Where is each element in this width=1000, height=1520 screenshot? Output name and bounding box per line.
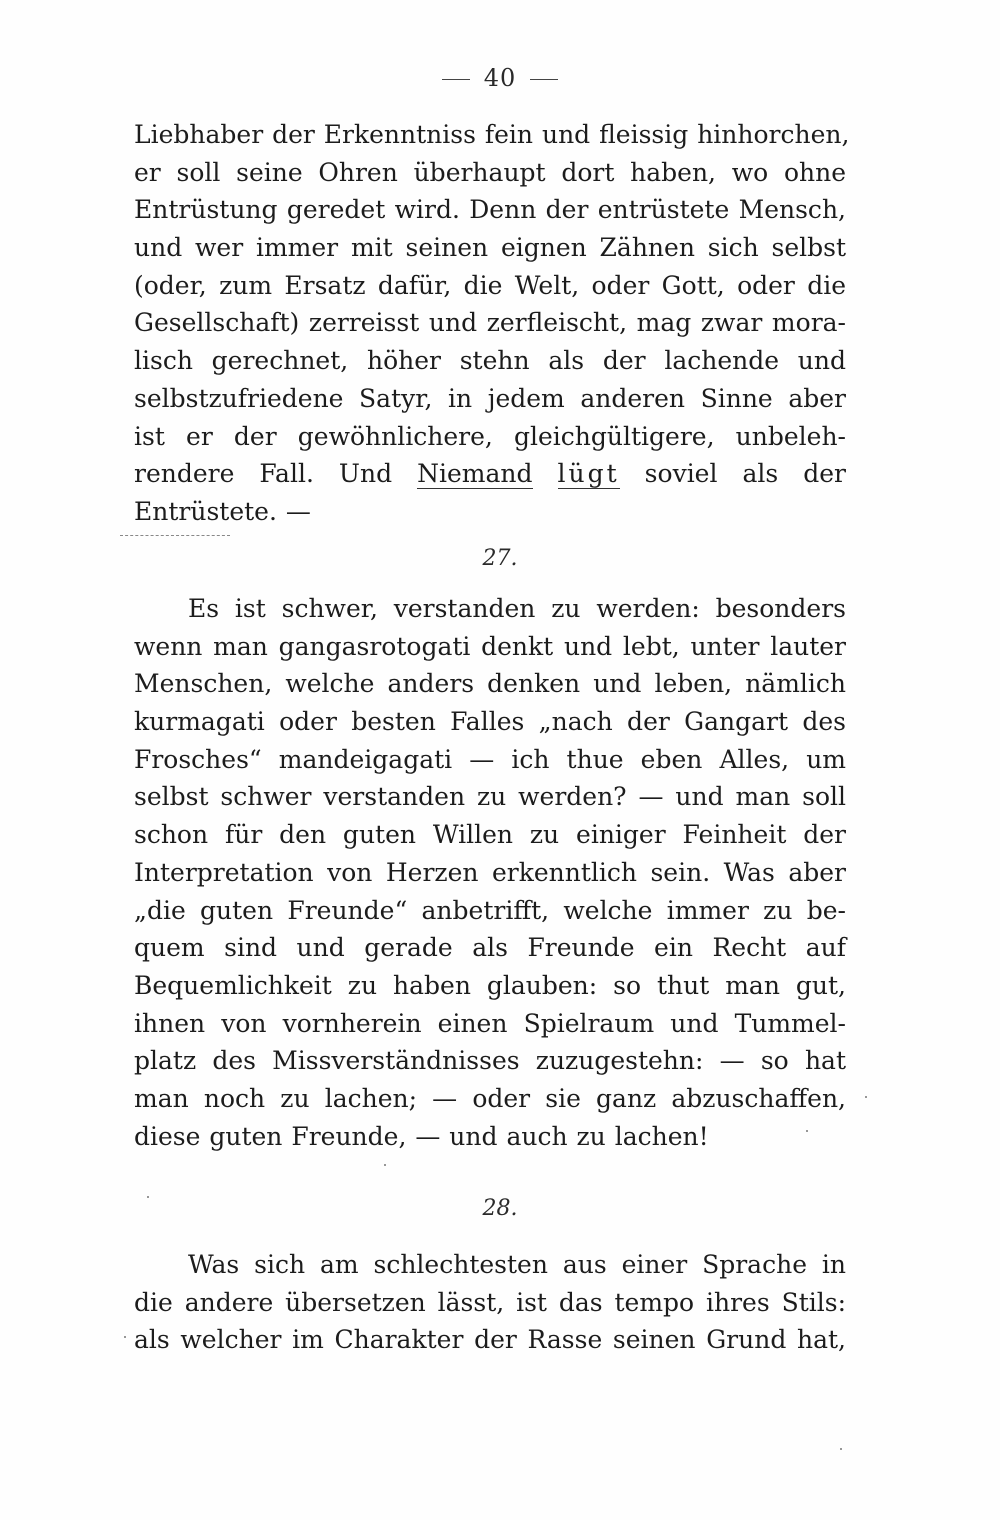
text-line: Es ist schwer, verstanden zu werden: besonders (188, 594, 846, 623)
text-line: man noch zu lachen; — oder sie ganz abzuschaffen, (134, 1083, 846, 1113)
section-27 (134, 590, 846, 1155)
text-line: quem sind und gerade als Freunde ein Recht auf (134, 933, 846, 963)
text-line: wenn man gangasrotogati denkt und lebt, unter lauter (134, 631, 846, 661)
text-line: Menschen, welche anders denken und leben, nämlich (134, 669, 846, 699)
emphasis-niemand: Niemand (417, 459, 533, 489)
text-line: Bequemlichkeit zu haben glauben: so thut man gut, (134, 970, 846, 1000)
scan-speck (124, 1336, 126, 1338)
text-line: platz des Missverständnisses zuzugestehn: — so hat (134, 1046, 846, 1076)
text-line: und wer immer mit seinen eignen Zähnen sich selbst (134, 233, 846, 263)
text-fragment: rendere Fall. Und (134, 459, 418, 489)
scan-speck (384, 1164, 386, 1166)
ink-rule (120, 535, 230, 536)
section-number-28: 28. (482, 1196, 518, 1221)
section-number-27: 27. (482, 546, 518, 571)
text-line: schon für den guten Willen zu einiger Feinheit der (134, 820, 846, 850)
text-line: Gesellschaft) zerreisst und zerfleischt, mag zwar mora- (134, 308, 846, 338)
scan-speck (806, 1130, 808, 1132)
text-line: Entrüstung geredet wird. Denn der entrüstete Mensch, (134, 195, 846, 225)
text-line: Entrüstete. — (134, 496, 311, 526)
text-line: ihnen von vornherein einen Spielraum und Tummel- (134, 1008, 846, 1038)
text-line: er soll seine Ohren überhaupt dort haben, wo ohne (134, 157, 846, 187)
text-line: die andere übersetzen lässt, ist das tempo ihres Stils: (134, 1287, 846, 1317)
text-line: Liebhaber der Erkenntniss fein und fleissig hinhorchen, (134, 120, 850, 149)
text-line: lisch gerechnet, höher stehn als der lachende und (134, 346, 846, 376)
section-28 (134, 1246, 846, 1359)
text-line: diese guten Freunde, — und auch zu lachen! (134, 1121, 709, 1151)
text-line: selbst schwer verstanden zu werden? — und man soll (134, 782, 846, 812)
text-line-emphasis (134, 455, 846, 493)
emphasis-luegt: lügt (557, 459, 620, 489)
text-line: Was sich am schlechtesten aus einer Sprache in (188, 1250, 846, 1279)
header-dash-right (530, 79, 558, 80)
text-line: Frosches“ mandeigagati — ich thue eben Alles, um (134, 744, 846, 774)
text-line: Interpretation von Herzen erkenntlich sein. Was aber (134, 857, 846, 887)
scan-speck (865, 1096, 867, 1098)
text-line: selbstzufriedene Satyr, in jedem anderen Sinne aber (134, 383, 846, 413)
text-line: ist er der gewöhnlichere, gleichgültigere, unbeleh- (134, 421, 846, 451)
header-dash-left (442, 79, 470, 80)
text-line: kurmagati oder besten Falles „nach der Gangart des (134, 707, 846, 737)
text-fragment: soviel als der (619, 459, 846, 489)
text-line: als welcher im Charakter der Rasse seinen Grund hat, (134, 1325, 846, 1355)
text-line: „die guten Freunde“ anbetrifft, welche immer zu be- (134, 895, 846, 925)
section-26-continuation (134, 116, 850, 531)
page-number: 40 (483, 64, 517, 92)
text-line: (oder, zum Ersatz dafür, die Welt, oder Gott, oder die (134, 270, 846, 300)
scan-speck (840, 1448, 842, 1450)
scan-speck (147, 1196, 149, 1198)
page-header (0, 64, 1000, 92)
